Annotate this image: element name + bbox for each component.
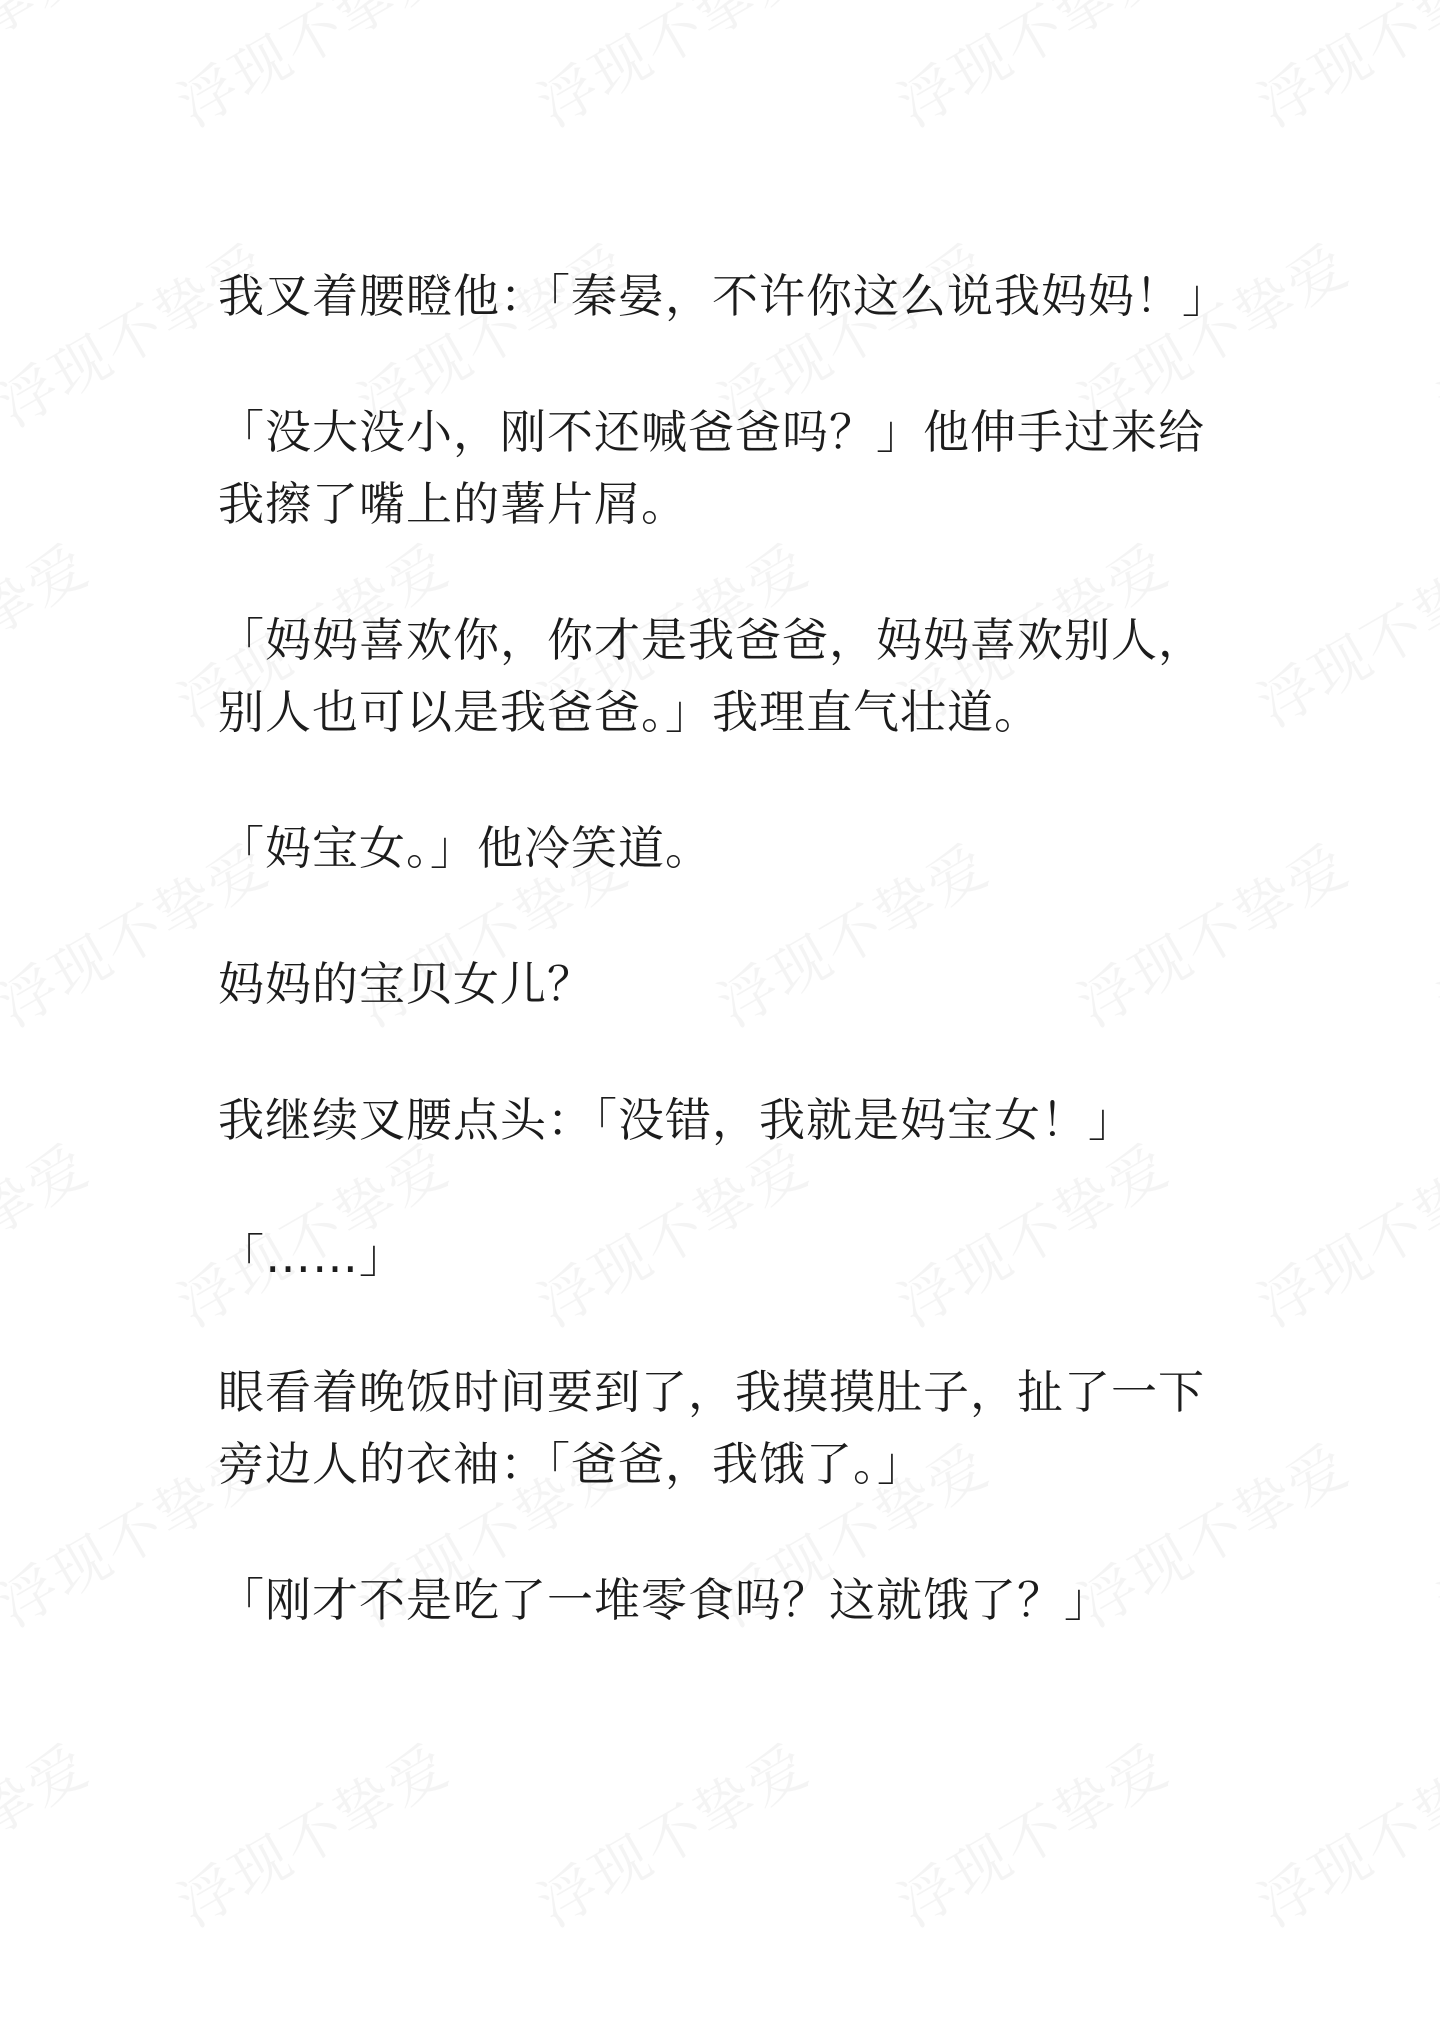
article-body [218,260,1228,1700]
paragraph: 我叉着腰瞪他：「秦晏，不许你这么说我妈妈！」 [218,269,1229,323]
paragraph: 「妈妈喜欢你，你才是我爸爸，妈妈喜欢别人，别人也可以是我爸爸。」我理直气壮道。 [218,613,1205,739]
paragraph: 「妈宝女。」他冷笑道。 [218,821,712,875]
watermark-text [1240,0,1440,143]
watermark-text [1240,1720,1440,1943]
paragraph: 眼看着晚饭时间要到了，我摸摸肚子，扯了一下旁边人的衣袖：「爸爸，我饿了。」 [218,1365,1205,1491]
watermark-text [340,2020,642,2036]
watermark-text [880,1720,1182,1943]
watermark-text [1420,2020,1440,2036]
watermark-text [1060,2020,1362,2036]
watermark-text [1420,820,1440,1043]
watermark-text [880,0,1182,143]
watermark-text [520,0,822,143]
watermark-text [700,2020,1002,2036]
watermark-text [1420,1420,1440,1643]
paragraph: 我继续叉腰点头：「没错，我就是妈宝女！」 [218,1093,1135,1147]
paragraph: 「……」 [218,1229,406,1283]
watermark-text [0,0,102,143]
paragraph: 「刚才不是吃了一堆零食吗？这就饿了？」 [218,1573,1111,1627]
watermark-text [1240,1120,1440,1343]
watermark-text [1420,220,1440,443]
watermark-text [160,1720,462,1943]
watermark-text [0,1120,102,1343]
watermark-text [0,520,102,743]
watermark-text [0,2020,282,2036]
watermark-text [1240,520,1440,743]
watermark-text [160,0,462,143]
paragraph: 妈妈的宝贝女儿？ [218,957,594,1011]
paragraph: 「没大没小，刚不还喊爸爸吗？」他伸手过来给我擦了嘴上的薯片屑。 [218,405,1205,531]
watermark-text [520,1720,822,1943]
watermark-text [0,1720,102,1943]
